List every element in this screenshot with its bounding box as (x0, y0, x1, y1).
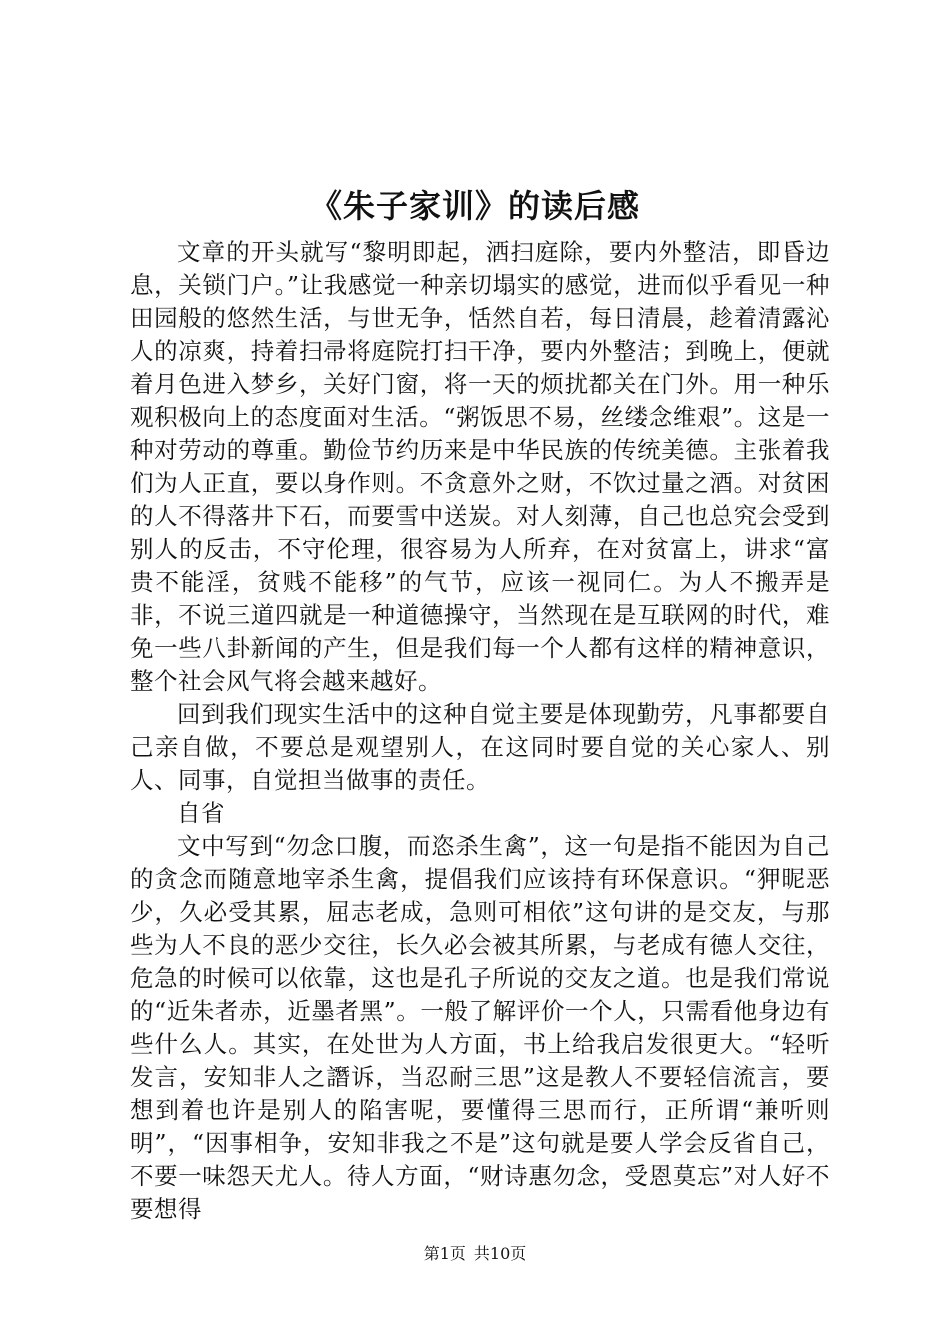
paragraph: 回到我们现实生活中的这种自觉主要是体现勤劳，凡事都要自己亲自做，不要总是观望别人，在这同时要自觉的关心家人、别人、同事，自觉担当做事的责任。 (130, 700, 830, 794)
page-number: 第1页 (423, 1244, 466, 1263)
section-heading: 自省 (177, 799, 225, 827)
page-total: 共10页 (473, 1244, 527, 1263)
paragraph: 文章的开头就写“黎明即起，洒扫庭除，要内外整洁，即昏边息，关锁门户。”让我感觉一种亲切塌实的感觉，进而似乎看见一种田园般的悠然生活，与世无争，恬然自若，每日清晨，趁着清露沁人的凉爽，持着扫帚将庭院打扫干净，要内外整洁；到晚上，便就着月色进入梦乡，关好门窗，将一天的烦扰都关在门外。用一种乐观积极向上的态度面对生活。“粥饭思不易，丝缕念维艰”。这是一种对劳动的尊重。勤俭节约历来是中华民族的传统美德。主张着我们为人正直，要以身作则。不贪意外之财，不饮过量之酒。对贫困的人不得落井下石，而要雪中送炭。对人刻薄，自己也总究会受到别人的反击，不守伦理，很容易为人所弃，在对贫富上，讲求“富贵不能淫，贫贱不能移”的气节，应该一视同仁。为人不搬弄是非，不说三道四就是一种道德操守，当然现在是互联网的时代，难免一些八卦新闻的产生，但是我们每一个人都有这样的精神意识，整个社会风气将会越来越好。 (130, 238, 830, 695)
paragraph: 文中写到“勿念口腹，而恣杀生禽”，这一句是指不能因为自己的贪念而随意地宰杀生禽，提倡我们应该持有环保意识。“狎昵恶少，久必受其累，屈志老成，急则可相依”这句讲的是交友，与那些为人不良的恶少交往，长久必会被其所累，与老成有德人交往，危急的时候可以依靠，这也是孔子所说的交友之道。也是我们常说的“近朱者赤，近墨者黑”。一般了解评价一个人，只需看他身边有些什么人。其实，在处世为人方面，书上给我启发很更大。“轻听发言，安知非人之譖诉，当忍耐三思”这是教人不要轻信流言，要想到着也许是别人的陷害呢，要懂得三思而行，正所谓“兼听则明”，“因事相争，安知非我之不是”这句就是要人学会反省自己，不要一味怨天尤人。待人方面，“财诗惠勿念，受恩莫忘”对人好不要想得 (130, 832, 830, 1223)
document-body (130, 236, 830, 1226)
document-title: 《朱子家训》的读后感 (309, 187, 640, 225)
page-footer (0, 1243, 950, 1265)
